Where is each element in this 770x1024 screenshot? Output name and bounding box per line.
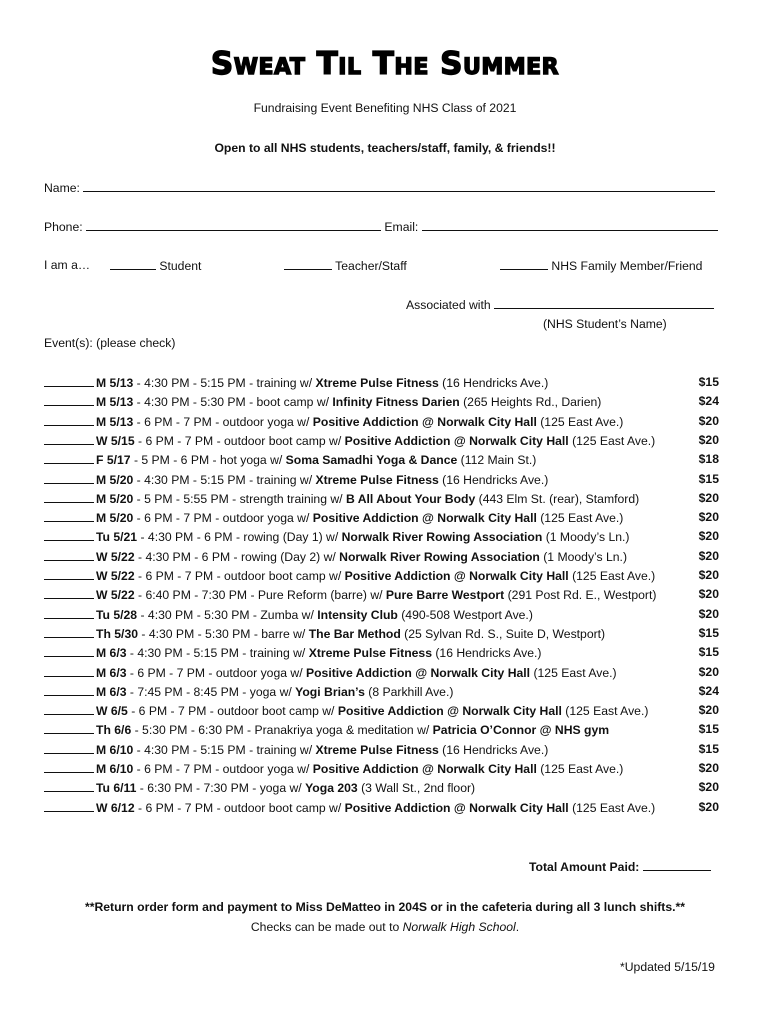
- event-venue: Xtreme Pulse Fitness: [315, 742, 439, 757]
- event-desc: - 6 PM - 7 PM - outdoor yoga w/: [133, 511, 313, 526]
- subtitle: Fundraising Event Benefiting NHS Class of 2021: [253, 101, 517, 115]
- event-desc: - 4:30 PM - 5:15 PM - training w/: [133, 742, 316, 757]
- total-field[interactable]: [643, 859, 711, 871]
- event-price: $20: [698, 510, 719, 525]
- event-day: W 5/15: [96, 433, 135, 448]
- event-checkbox[interactable]: [44, 780, 94, 792]
- event-venue: Xtreme Pulse Fitness: [315, 472, 439, 487]
- event-day: M 6/10: [96, 762, 134, 776]
- event-checkbox[interactable]: [44, 452, 94, 464]
- event-checkbox[interactable]: [44, 607, 94, 619]
- phone-field[interactable]: [86, 219, 381, 231]
- event-price: $20: [698, 606, 719, 621]
- event-venue: B All About Your Body: [345, 491, 476, 506]
- event-venue: Positive Addiction @ Norwalk City Hall: [337, 704, 562, 719]
- event-price: $15: [698, 645, 719, 660]
- event-price: $20: [698, 587, 719, 602]
- event-day: Tu 6/11: [96, 781, 137, 796]
- event-row: [44, 780, 724, 799]
- event-checkbox[interactable]: [44, 568, 94, 580]
- open-to-note: Open to all NHS students, teachers/staff, family, & friends!!: [214, 141, 556, 155]
- event-venue: Positive Addiction @ Norwalk City Hall: [312, 511, 537, 526]
- family-option: [500, 258, 702, 273]
- event-price: $20: [698, 413, 719, 428]
- event-venue: Yogi Brian’s: [295, 684, 365, 699]
- event-address: (16 Hendricks Ave.): [438, 376, 549, 390]
- student-label: Student: [159, 259, 202, 273]
- updated-note: *Updated 5/15/19: [620, 960, 715, 974]
- event-address: (125 East Ave.): [536, 762, 624, 776]
- email-field[interactable]: [422, 219, 718, 231]
- total-row: [529, 859, 711, 874]
- event-row: [44, 665, 724, 684]
- event-desc: - 4:30 PM - 5:30 PM - Zumba w/: [137, 607, 318, 622]
- event-checkbox[interactable]: [44, 414, 94, 426]
- family-label: NHS Family Member/Friend: [551, 259, 703, 273]
- event-venue: The Bar Method: [308, 626, 401, 641]
- event-day: W 6/5: [96, 704, 128, 719]
- event-price: $15: [698, 722, 719, 737]
- event-desc: - 4:30 PM - 5:15 PM - training w/: [133, 472, 316, 487]
- event-venue: Norwalk River Rowing Association: [341, 530, 543, 545]
- event-checkbox[interactable]: [44, 375, 94, 387]
- event-day: M 6/10: [96, 742, 134, 757]
- checks-payee: Norwalk High School: [402, 920, 516, 934]
- email-label: Email:: [384, 220, 419, 234]
- event-venue: Positive Addiction @ Norwalk City Hall: [312, 414, 537, 429]
- total-label: Total Amount Paid:: [529, 860, 640, 874]
- event-day: M 5/13: [96, 376, 134, 390]
- event-row: [44, 607, 724, 626]
- iam-label: I am a…: [44, 258, 91, 272]
- event-desc: - 4:30 PM - 5:15 PM - training w/: [133, 376, 316, 390]
- event-desc: - 6 PM - 7 PM - outdoor yoga w/: [133, 762, 313, 776]
- event-day: Th 5/30: [96, 626, 138, 641]
- event-price: $20: [698, 568, 719, 582]
- event-address: (125 East Ave.): [568, 800, 656, 815]
- event-checkbox[interactable]: [44, 472, 94, 484]
- event-price: $15: [698, 625, 719, 640]
- event-day: F 5/17: [96, 453, 131, 468]
- associated-field[interactable]: [494, 297, 714, 309]
- event-address: (125 East Ave.): [530, 665, 617, 680]
- event-venue: Positive Addiction @ Norwalk City Hall: [344, 433, 569, 448]
- event-checkbox[interactable]: [44, 587, 94, 599]
- event-checkbox[interactable]: [44, 684, 94, 696]
- event-venue: Xtreme Pulse Fitness: [315, 376, 439, 390]
- event-price: $20: [698, 529, 719, 544]
- event-address: (125 East Ave.): [568, 569, 656, 583]
- name-label: Name:: [44, 181, 80, 195]
- event-address: (16 Hendricks Ave.): [431, 646, 542, 661]
- event-day: W 5/22: [96, 549, 135, 564]
- event-row: [44, 742, 724, 761]
- event-desc: - 6:30 PM - 7:30 PM - yoga w/: [136, 781, 306, 796]
- event-day: W 6/12: [96, 800, 135, 815]
- event-address: (25 Sylvan Rd. S., Suite D, Westport): [400, 626, 606, 641]
- event-day: M 6/3: [96, 646, 127, 661]
- event-desc: - 6 PM - 7 PM - outdoor boot camp w/: [134, 569, 345, 583]
- associated-row: [406, 297, 714, 312]
- event-checkbox[interactable]: [44, 510, 94, 522]
- event-row: [44, 722, 724, 741]
- event-address: (443 Elm St. (rear), Stamford): [475, 491, 640, 506]
- associated-label: Associated with: [406, 298, 491, 312]
- event-row: [44, 587, 724, 606]
- event-address: (125 East Ave.): [536, 511, 624, 526]
- student-name-hint: (NHS Student’s Name): [543, 317, 667, 331]
- event-desc: - 5 PM - 5:55 PM - strength training w/: [133, 491, 346, 506]
- event-desc: - 6 PM - 7 PM - outdoor yoga w/: [126, 665, 306, 680]
- event-checkbox[interactable]: [44, 433, 94, 445]
- event-price: $18: [698, 452, 719, 467]
- event-checkbox[interactable]: [44, 742, 94, 754]
- event-row: [44, 549, 724, 568]
- event-price: $20: [698, 490, 719, 505]
- event-row: [44, 529, 724, 548]
- event-price: $24: [698, 394, 719, 409]
- event-desc: - 6 PM - 7 PM - outdoor yoga w/: [133, 414, 313, 429]
- contact-row: [44, 219, 724, 234]
- event-desc: - 4:30 PM - 6 PM - rowing (Day 2) w/: [134, 549, 340, 564]
- event-day: M 5/13: [96, 414, 134, 429]
- event-desc: - 5:30 PM - 6:30 PM - Pranakriya yoga & meditation w/: [131, 723, 433, 738]
- event-address: (1 Moody’s Ln.): [542, 530, 630, 545]
- event-desc: - 6:40 PM - 7:30 PM - Pure Reform (barre) w/: [134, 588, 386, 603]
- event-desc: - 6 PM - 7 PM - outdoor boot camp w/: [127, 704, 338, 719]
- name-field[interactable]: [83, 180, 715, 192]
- event-row: [44, 645, 724, 664]
- name-row: [44, 180, 724, 195]
- event-price: $20: [698, 664, 719, 679]
- event-venue: Norwalk River Rowing Association: [339, 549, 540, 564]
- event-checkbox[interactable]: [44, 800, 94, 812]
- event-row: [44, 491, 724, 510]
- teacher-checkbox[interactable]: [284, 258, 332, 270]
- event-price: $20: [698, 548, 719, 563]
- phone-label: Phone:: [44, 220, 83, 234]
- checks-suffix: .: [515, 920, 520, 934]
- event-address: (1 Moody’s Ln.): [539, 549, 628, 564]
- event-desc: - 7:45 PM - 8:45 PM - yoga w/: [126, 684, 296, 699]
- event-venue: Yoga 203: [305, 781, 358, 796]
- event-checkbox[interactable]: [44, 394, 94, 406]
- event-checkbox[interactable]: [44, 645, 94, 657]
- event-desc: - 4:30 PM - 5:30 PM - boot camp w/: [133, 395, 333, 410]
- event-address: (125 East Ave.): [568, 433, 656, 448]
- event-row: [44, 510, 724, 529]
- event-row: [44, 394, 724, 413]
- event-checkbox[interactable]: [44, 722, 94, 734]
- event-address: (8 Parkhill Ave.): [364, 684, 454, 699]
- events-label: Event(s): (please check): [44, 336, 176, 350]
- event-day: M 6/3: [96, 684, 127, 699]
- event-venue: Positive Addiction @ Norwalk City Hall: [312, 762, 537, 776]
- event-day: Th 6/6: [96, 723, 132, 738]
- event-address: (16 Hendricks Ave.): [438, 742, 549, 757]
- event-desc: - 4:30 PM - 6 PM - rowing (Day 1) w/: [137, 530, 342, 545]
- event-address: (265 Heights Rd., Darien): [459, 395, 602, 410]
- event-row: [44, 703, 724, 722]
- event-venue: Soma Samadhi Yoga & Dance: [285, 453, 458, 468]
- event-price: $15: [698, 471, 719, 486]
- checks-note: [0, 920, 770, 934]
- event-address: (16 Hendricks Ave.): [438, 472, 549, 487]
- event-venue: Positive Addiction @ Norwalk City Hall: [344, 569, 569, 583]
- return-note: **Return order form and payment to Miss DeMatteo in 204S or in the cafeteria during all 3 lunch shifts.**: [84, 900, 685, 914]
- event-row: [44, 761, 724, 780]
- event-checkbox[interactable]: [44, 549, 94, 561]
- event-day: Tu 5/28: [96, 607, 138, 622]
- event-address: (125 East Ave.): [561, 704, 649, 719]
- event-desc: - 6 PM - 7 PM - outdoor boot camp w/: [134, 433, 345, 448]
- event-day: W 5/22: [96, 569, 135, 583]
- event-address: (490-508 Westport Ave.): [397, 607, 533, 622]
- event-desc: - 4:30 PM - 5:15 PM - training w/: [126, 646, 309, 661]
- event-checkbox[interactable]: [44, 626, 94, 638]
- event-checkbox[interactable]: [44, 491, 94, 503]
- event-address: (125 East Ave.): [536, 414, 624, 429]
- teacher-option: [284, 258, 407, 273]
- student-checkbox[interactable]: [110, 258, 156, 270]
- event-address: (291 Post Rd. E., Westport): [504, 588, 657, 603]
- event-address: (112 Main St.): [457, 453, 537, 468]
- event-price: $20: [698, 432, 719, 447]
- event-checkbox[interactable]: [44, 703, 94, 715]
- event-day: M 5/13: [96, 395, 134, 410]
- student-option: [110, 258, 201, 273]
- event-row: [44, 472, 724, 491]
- event-row: [44, 452, 724, 471]
- event-day: W 5/22: [96, 588, 135, 603]
- event-row: [44, 626, 724, 645]
- event-price: $24: [698, 683, 719, 698]
- event-row: [44, 414, 724, 433]
- event-day: M 5/20: [96, 472, 134, 487]
- family-checkbox[interactable]: [500, 258, 548, 270]
- event-checkbox[interactable]: [44, 665, 94, 677]
- event-checkbox[interactable]: [44, 761, 94, 773]
- event-checkbox[interactable]: [44, 529, 94, 541]
- event-venue: Infinity Fitness Darien: [332, 395, 460, 410]
- event-day: M 6/3: [96, 665, 127, 680]
- page-title: Sweat Til The Summer: [210, 46, 560, 82]
- event-day: Tu 5/21: [96, 530, 138, 545]
- event-row: [44, 684, 724, 703]
- event-venue: Patricia O’Connor @ NHS gym: [432, 723, 610, 738]
- event-price: $20: [698, 780, 719, 795]
- event-venue: Xtreme Pulse Fitness: [308, 646, 432, 661]
- event-row: [44, 433, 724, 452]
- teacher-label: Teacher/Staff: [335, 259, 407, 273]
- checks-prefix: Checks can be made out to: [250, 920, 403, 934]
- event-venue: Pure Barre Westport: [385, 588, 505, 603]
- event-venue: Positive Addiction @ Norwalk City Hall: [344, 800, 569, 815]
- event-price: $15: [698, 375, 719, 389]
- event-row: [44, 800, 724, 819]
- event-desc: - 4:30 PM - 5:30 PM - barre w/: [138, 626, 309, 641]
- event-price: $20: [698, 761, 719, 775]
- event-day: M 5/20: [96, 511, 134, 526]
- event-row: [44, 375, 724, 394]
- event-address: (3 Wall St., 2nd floor): [357, 781, 476, 796]
- event-row: [44, 568, 724, 587]
- event-price: $20: [698, 799, 719, 814]
- event-desc: - 6 PM - 7 PM - outdoor boot camp w/: [134, 800, 345, 815]
- event-desc: - 5 PM - 6 PM - hot yoga w/: [130, 453, 286, 468]
- event-venue: Intensity Club: [317, 607, 398, 622]
- event-price: $20: [698, 703, 719, 718]
- event-venue: Positive Addiction @ Norwalk City Hall: [305, 665, 531, 680]
- event-day: M 5/20: [96, 491, 134, 506]
- event-price: $15: [698, 741, 719, 756]
